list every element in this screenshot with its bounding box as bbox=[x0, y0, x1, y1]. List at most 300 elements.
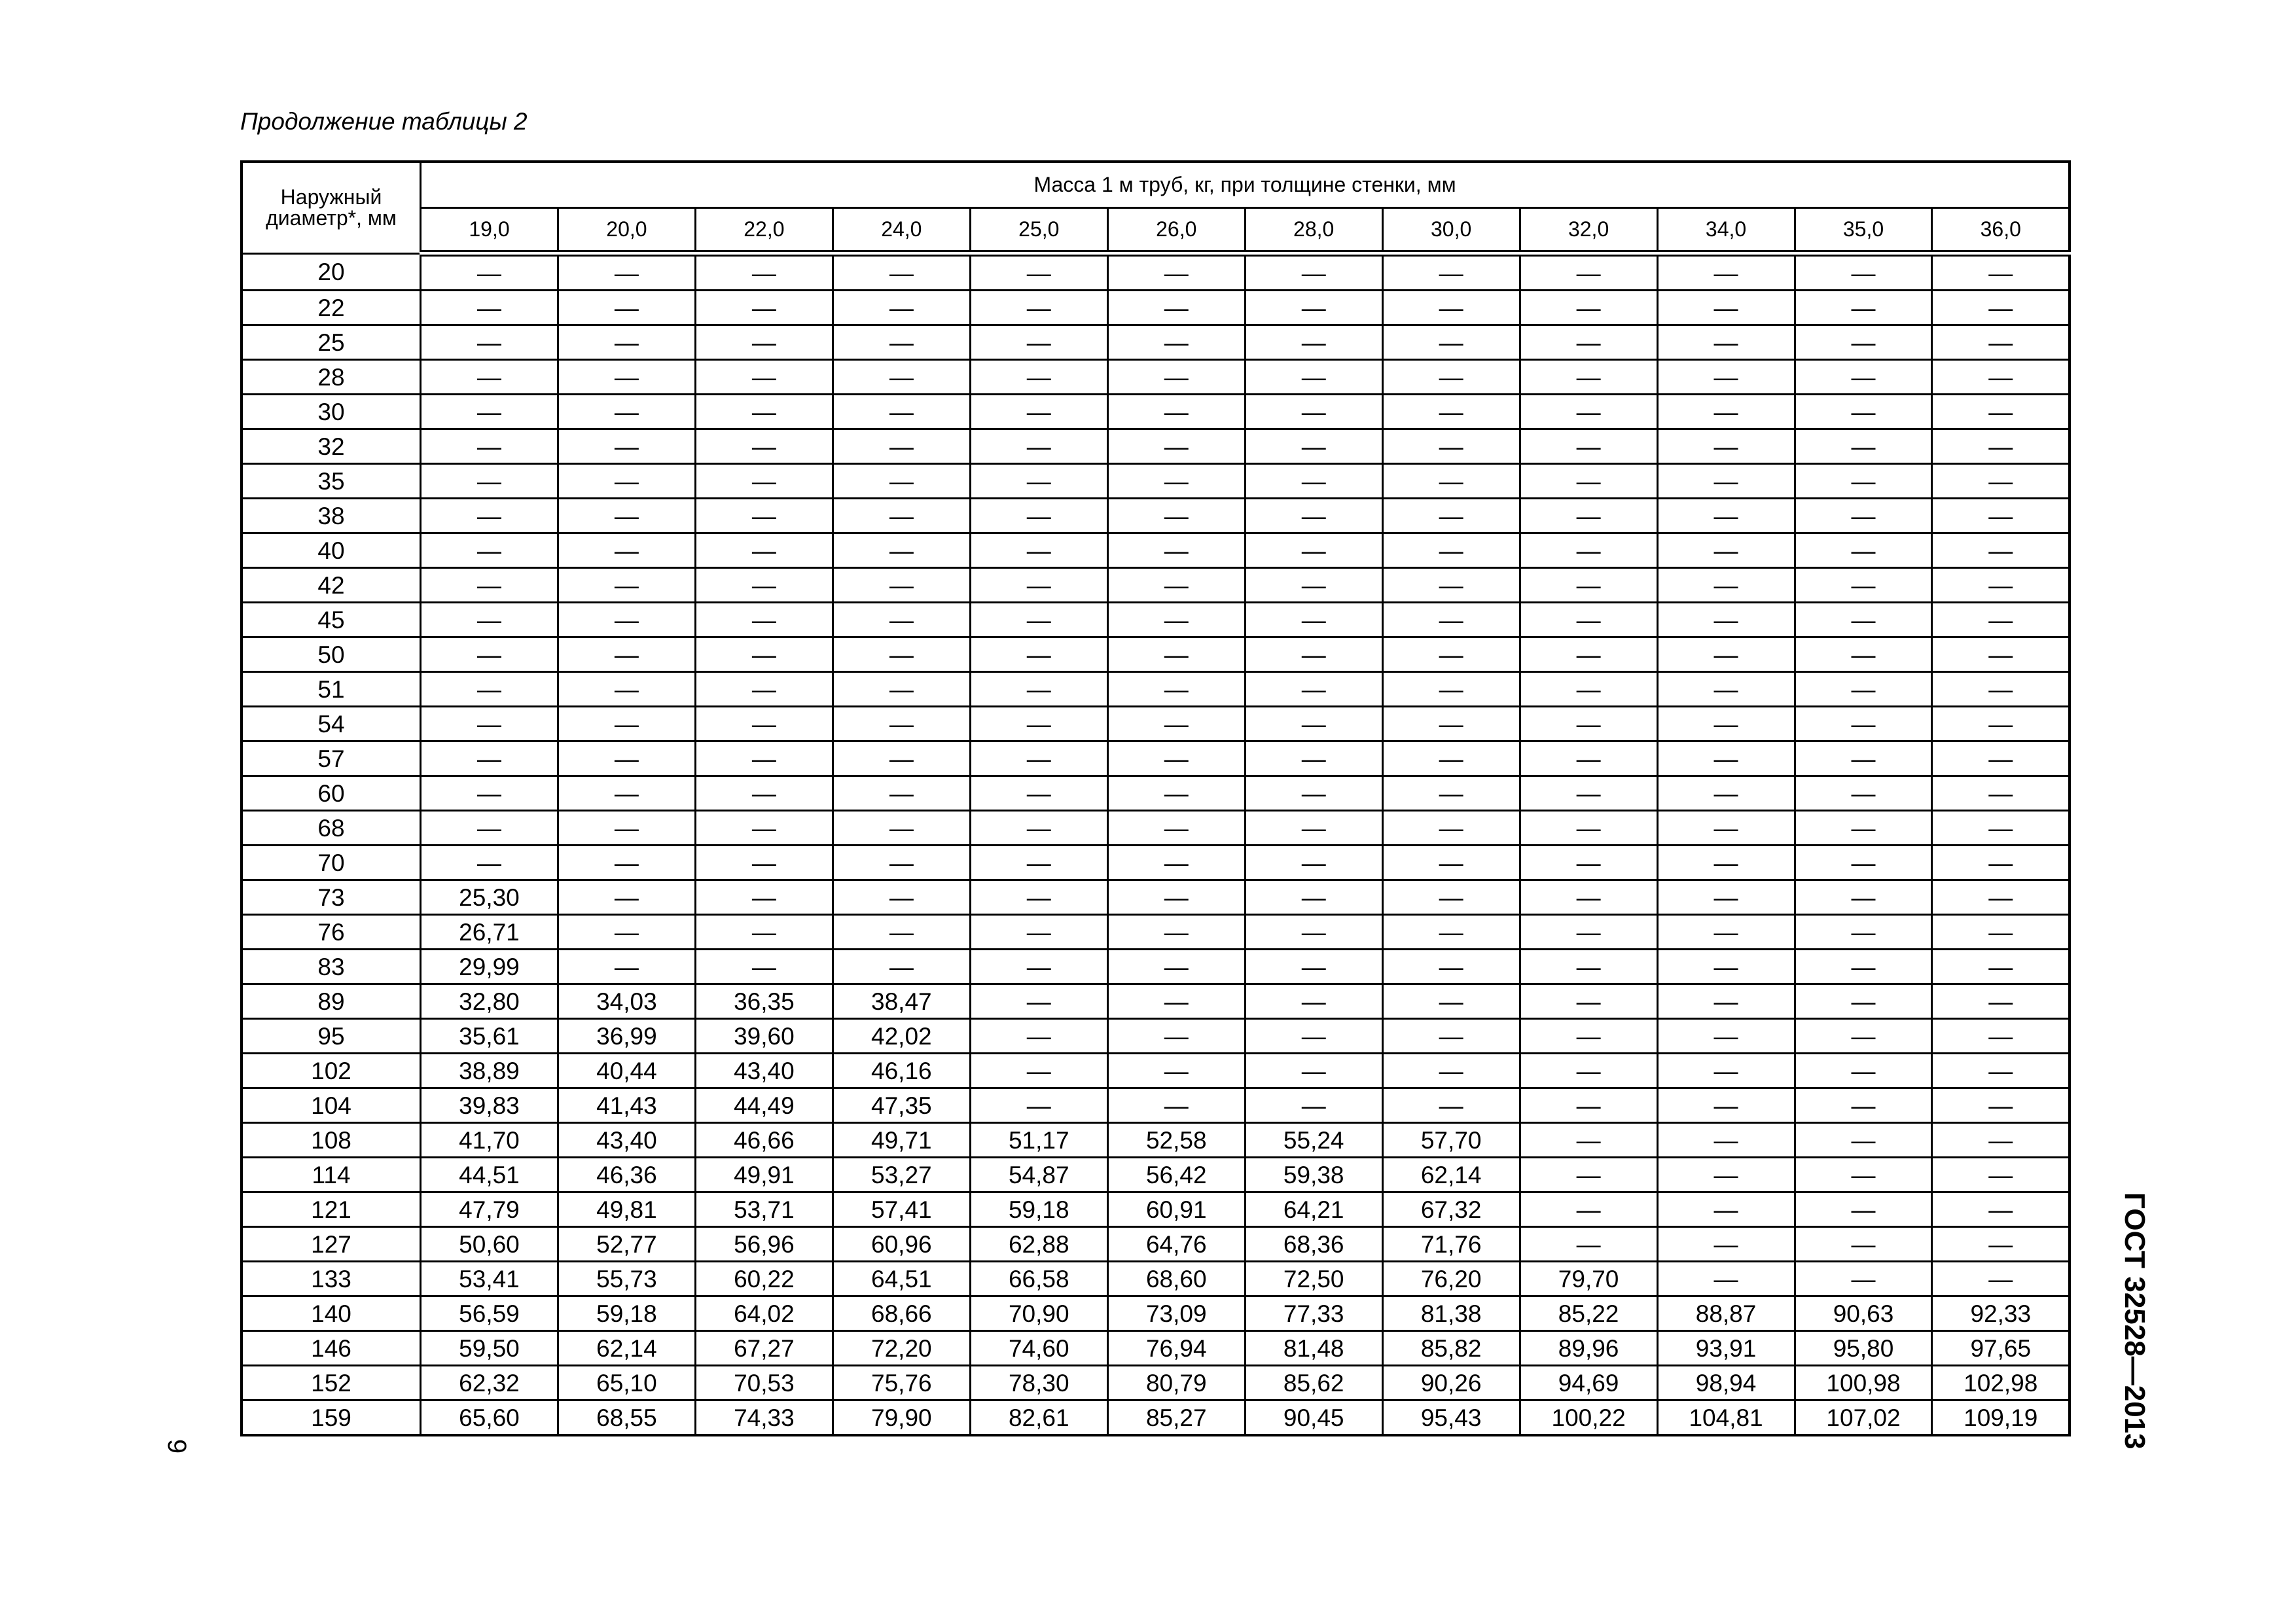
diameter-cell: 60 bbox=[242, 776, 421, 811]
mass-cell: — bbox=[970, 360, 1107, 395]
mass-cell: — bbox=[1657, 1262, 1795, 1296]
mass-cell: 36,99 bbox=[558, 1019, 695, 1054]
mass-cell: 64,51 bbox=[833, 1262, 970, 1296]
mass-cell: — bbox=[558, 707, 695, 741]
mass-cell: — bbox=[1657, 915, 1795, 950]
table-row bbox=[242, 1400, 2070, 1436]
diameter-cell: 22 bbox=[242, 291, 421, 325]
mass-cell: — bbox=[1107, 741, 1245, 776]
mass-cell: — bbox=[1795, 464, 1932, 499]
mass-cell: — bbox=[421, 499, 558, 533]
mass-cell: — bbox=[833, 360, 970, 395]
mass-cell: — bbox=[1932, 776, 2070, 811]
diameter-cell: 57 bbox=[242, 741, 421, 776]
mass-cell: — bbox=[1520, 464, 1657, 499]
mass-cell: — bbox=[1657, 811, 1795, 846]
mass-cell: — bbox=[970, 915, 1107, 950]
diameter-cell: 133 bbox=[242, 1262, 421, 1296]
table-row bbox=[242, 1054, 2070, 1088]
mass-cell: — bbox=[1795, 395, 1932, 429]
mass-cell: — bbox=[695, 915, 833, 950]
mass-cell: 67,32 bbox=[1382, 1192, 1520, 1227]
diameter-cell: 54 bbox=[242, 707, 421, 741]
mass-cell: — bbox=[1245, 776, 1382, 811]
mass-cell: — bbox=[1107, 672, 1245, 707]
mass-cell: 62,88 bbox=[970, 1227, 1107, 1262]
mass-cell: — bbox=[1382, 846, 1520, 880]
mass-cell: — bbox=[833, 880, 970, 915]
mass-cell: 97,65 bbox=[1932, 1331, 2070, 1366]
mass-cell: 74,33 bbox=[695, 1400, 833, 1436]
mass-cell: — bbox=[1245, 603, 1382, 637]
mass-cell: — bbox=[1520, 568, 1657, 603]
diameter-cell: 159 bbox=[242, 1400, 421, 1436]
mass-cell: — bbox=[1795, 533, 1932, 568]
mass-cell: — bbox=[1795, 741, 1932, 776]
table-row bbox=[242, 672, 2070, 707]
mass-cell: 59,38 bbox=[1245, 1158, 1382, 1192]
mass-cell: 52,58 bbox=[1107, 1123, 1245, 1158]
mass-cell: — bbox=[1107, 984, 1245, 1019]
mass-cell: — bbox=[1657, 1227, 1795, 1262]
diameter-cell: 76 bbox=[242, 915, 421, 950]
mass-cell: — bbox=[558, 915, 695, 950]
mass-cell: 100,22 bbox=[1520, 1400, 1657, 1436]
mass-cell: — bbox=[1657, 950, 1795, 984]
mass-cell: 49,81 bbox=[558, 1192, 695, 1227]
mass-cell: 79,70 bbox=[1520, 1262, 1657, 1296]
mass-cell: — bbox=[1520, 253, 1657, 291]
mass-cell: — bbox=[833, 395, 970, 429]
mass-cell: — bbox=[1795, 1227, 1932, 1262]
mass-cell: — bbox=[1657, 429, 1795, 464]
mass-cell: — bbox=[1107, 846, 1245, 880]
mass-cell: 78,30 bbox=[970, 1366, 1107, 1400]
mass-cell: — bbox=[1382, 429, 1520, 464]
mass-cell: — bbox=[1932, 637, 2070, 672]
diameter-cell: 35 bbox=[242, 464, 421, 499]
mass-cell: — bbox=[1520, 811, 1657, 846]
mass-cell: — bbox=[833, 499, 970, 533]
mass-cell: 39,60 bbox=[695, 1019, 833, 1054]
mass-cell: — bbox=[1932, 741, 2070, 776]
standard-label: ГОСТ 32528—2013 bbox=[2119, 1192, 2151, 1450]
mass-cell: — bbox=[1107, 499, 1245, 533]
mass-cell: 85,82 bbox=[1382, 1331, 1520, 1366]
mass-cell: — bbox=[421, 395, 558, 429]
mass-cell: — bbox=[1657, 253, 1795, 291]
table-row bbox=[242, 707, 2070, 741]
mass-cell: — bbox=[1657, 741, 1795, 776]
mass-cell: — bbox=[833, 325, 970, 360]
mass-cell: — bbox=[558, 533, 695, 568]
diameter-cell: 45 bbox=[242, 603, 421, 637]
diameter-cell: 83 bbox=[242, 950, 421, 984]
mass-cell: — bbox=[1795, 568, 1932, 603]
table-row bbox=[242, 1331, 2070, 1366]
diameter-cell: 25 bbox=[242, 325, 421, 360]
mass-cell: — bbox=[1932, 1227, 2070, 1262]
mass-cell: — bbox=[1382, 637, 1520, 672]
mass-cell: — bbox=[1932, 950, 2070, 984]
mass-cell: — bbox=[695, 811, 833, 846]
mass-cell: — bbox=[1520, 707, 1657, 741]
mass-cell: 64,76 bbox=[1107, 1227, 1245, 1262]
mass-cell: 88,87 bbox=[1657, 1296, 1795, 1331]
mass-cell: — bbox=[558, 741, 695, 776]
mass-cell: — bbox=[1107, 360, 1245, 395]
diameter-cell: 51 bbox=[242, 672, 421, 707]
page-number: 9 bbox=[162, 1438, 191, 1454]
diameter-cell: 30 bbox=[242, 395, 421, 429]
mass-cell: — bbox=[1382, 253, 1520, 291]
mass-cell: 77,33 bbox=[1245, 1296, 1382, 1331]
mass-cell: — bbox=[970, 880, 1107, 915]
mass-cell: 72,50 bbox=[1245, 1262, 1382, 1296]
mass-cell: 82,61 bbox=[970, 1400, 1107, 1436]
mass-cell: 81,38 bbox=[1382, 1296, 1520, 1331]
diameter-cell: 121 bbox=[242, 1192, 421, 1227]
mass-cell: — bbox=[1795, 776, 1932, 811]
mass-cell: — bbox=[1245, 533, 1382, 568]
mass-cell: 55,24 bbox=[1245, 1123, 1382, 1158]
mass-cell: — bbox=[558, 360, 695, 395]
mass-cell: — bbox=[1932, 672, 2070, 707]
mass-cell: 49,91 bbox=[695, 1158, 833, 1192]
mass-cell: 60,91 bbox=[1107, 1192, 1245, 1227]
mass-cell: — bbox=[1795, 880, 1932, 915]
mass-cell: — bbox=[970, 637, 1107, 672]
mass-cell: — bbox=[1520, 1123, 1657, 1158]
mass-cell: 43,40 bbox=[558, 1123, 695, 1158]
mass-cell: — bbox=[1932, 568, 2070, 603]
mass-cell: 46,66 bbox=[695, 1123, 833, 1158]
mass-cell: — bbox=[695, 291, 833, 325]
mass-cell: — bbox=[421, 464, 558, 499]
mass-cell: — bbox=[1520, 915, 1657, 950]
table-row bbox=[242, 291, 2070, 325]
mass-cell: 56,59 bbox=[421, 1296, 558, 1331]
mass-cell: 90,45 bbox=[1245, 1400, 1382, 1436]
mass-cell: 59,18 bbox=[970, 1192, 1107, 1227]
mass-cell: — bbox=[970, 429, 1107, 464]
mass-cell: 73,09 bbox=[1107, 1296, 1245, 1331]
mass-cell: 52,77 bbox=[558, 1227, 695, 1262]
mass-cell: — bbox=[421, 533, 558, 568]
mass-cell: 42,02 bbox=[833, 1019, 970, 1054]
mass-cell: — bbox=[833, 429, 970, 464]
mass-cell: — bbox=[1382, 776, 1520, 811]
mass-cell: — bbox=[558, 325, 695, 360]
mass-cell: — bbox=[1382, 360, 1520, 395]
mass-cell: — bbox=[1520, 360, 1657, 395]
mass-cell: — bbox=[970, 984, 1107, 1019]
mass-cell: — bbox=[970, 811, 1107, 846]
mass-cell: — bbox=[1382, 603, 1520, 637]
mass-cell: 44,51 bbox=[421, 1158, 558, 1192]
mass-cell: 26,71 bbox=[421, 915, 558, 950]
mass-cell: 79,90 bbox=[833, 1400, 970, 1436]
mass-cell: 29,99 bbox=[421, 950, 558, 984]
mass-cell: — bbox=[970, 776, 1107, 811]
mass-cell: — bbox=[970, 291, 1107, 325]
mass-cell: — bbox=[1245, 880, 1382, 915]
diameter-cell: 42 bbox=[242, 568, 421, 603]
mass-cell: — bbox=[1107, 464, 1245, 499]
mass-cell: 90,26 bbox=[1382, 1366, 1520, 1400]
mass-cell: — bbox=[1245, 464, 1382, 499]
mass-cell: — bbox=[970, 533, 1107, 568]
mass-cell: 57,70 bbox=[1382, 1123, 1520, 1158]
mass-cell: — bbox=[1520, 741, 1657, 776]
mass-cell: — bbox=[558, 672, 695, 707]
mass-cell: — bbox=[1657, 568, 1795, 603]
mass-cell: — bbox=[1657, 464, 1795, 499]
mass-cell: 39,83 bbox=[421, 1088, 558, 1123]
thickness-header-cell: 25,0 bbox=[970, 207, 1107, 253]
mass-cell: 53,41 bbox=[421, 1262, 558, 1296]
mass-cell: — bbox=[1107, 429, 1245, 464]
mass-cell: — bbox=[1107, 533, 1245, 568]
mass-cell: — bbox=[421, 846, 558, 880]
mass-cell: — bbox=[1107, 637, 1245, 672]
thickness-header-row bbox=[242, 207, 2070, 253]
mass-cell: — bbox=[1382, 984, 1520, 1019]
mass-cell: — bbox=[1657, 1054, 1795, 1088]
table-row bbox=[242, 984, 2070, 1019]
mass-cell: — bbox=[1107, 880, 1245, 915]
mass-cell: — bbox=[970, 950, 1107, 984]
mass-cell: — bbox=[558, 950, 695, 984]
diameter-cell: 68 bbox=[242, 811, 421, 846]
mass-cell: — bbox=[1245, 984, 1382, 1019]
mass-cell: — bbox=[1382, 533, 1520, 568]
mass-cell: — bbox=[970, 1019, 1107, 1054]
mass-cell: — bbox=[833, 603, 970, 637]
mass-cell: — bbox=[1657, 1192, 1795, 1227]
mass-cell: 89,96 bbox=[1520, 1331, 1657, 1366]
mass-cell: — bbox=[695, 603, 833, 637]
diameter-cell: 152 bbox=[242, 1366, 421, 1400]
mass-cell: — bbox=[695, 395, 833, 429]
mass-cell: 38,89 bbox=[421, 1054, 558, 1088]
mass-cell: 43,40 bbox=[695, 1054, 833, 1088]
mass-cell: — bbox=[1520, 1019, 1657, 1054]
mass-cell: — bbox=[1245, 325, 1382, 360]
mass-cell: — bbox=[1657, 360, 1795, 395]
table-row bbox=[242, 1366, 2070, 1400]
mass-cell: — bbox=[1795, 1123, 1932, 1158]
mass-cell: — bbox=[1520, 533, 1657, 568]
mass-cell: — bbox=[1382, 325, 1520, 360]
table-row bbox=[242, 811, 2070, 846]
mass-cell: — bbox=[695, 499, 833, 533]
mass-cell: 68,60 bbox=[1107, 1262, 1245, 1296]
mass-cell: 62,14 bbox=[1382, 1158, 1520, 1192]
mass-cell: — bbox=[1245, 429, 1382, 464]
mass-cell: — bbox=[1795, 915, 1932, 950]
mass-cell: — bbox=[1245, 568, 1382, 603]
mass-cell: 74,60 bbox=[970, 1331, 1107, 1366]
mass-cell: — bbox=[1657, 1123, 1795, 1158]
mass-cell: — bbox=[1932, 1192, 2070, 1227]
mass-cell: 59,18 bbox=[558, 1296, 695, 1331]
table-row bbox=[242, 360, 2070, 395]
mass-cell: — bbox=[695, 360, 833, 395]
mass-cell: — bbox=[558, 776, 695, 811]
mass-cell: — bbox=[1245, 1019, 1382, 1054]
diameter-cell: 20 bbox=[242, 253, 421, 291]
mass-cell: — bbox=[1657, 603, 1795, 637]
mass-cell: — bbox=[1520, 846, 1657, 880]
mass-cell: — bbox=[833, 950, 970, 984]
mass-cell: — bbox=[421, 707, 558, 741]
mass-cell: — bbox=[1520, 776, 1657, 811]
mass-cell: — bbox=[1382, 291, 1520, 325]
mass-cell: 80,79 bbox=[1107, 1366, 1245, 1400]
diameter-cell: 127 bbox=[242, 1227, 421, 1262]
mass-cell: — bbox=[1657, 637, 1795, 672]
diameter-cell: 89 bbox=[242, 984, 421, 1019]
mass-cell: — bbox=[1382, 950, 1520, 984]
mass-cell: — bbox=[1107, 291, 1245, 325]
mass-cell: — bbox=[1932, 1088, 2070, 1123]
table-row bbox=[242, 464, 2070, 499]
mass-cell: — bbox=[421, 603, 558, 637]
thickness-header-cell: 34,0 bbox=[1657, 207, 1795, 253]
mass-cell: — bbox=[1657, 846, 1795, 880]
mass-cell: — bbox=[695, 568, 833, 603]
mass-cell: 93,91 bbox=[1657, 1331, 1795, 1366]
mass-cell: — bbox=[1795, 253, 1932, 291]
mass-cell: — bbox=[1795, 846, 1932, 880]
mass-cell: — bbox=[558, 568, 695, 603]
mass-cell: 95,80 bbox=[1795, 1331, 1932, 1366]
mass-cell: — bbox=[1382, 1054, 1520, 1088]
mass-cell: 98,94 bbox=[1657, 1366, 1795, 1400]
mass-cell: 49,71 bbox=[833, 1123, 970, 1158]
mass-cell: — bbox=[421, 741, 558, 776]
mass-cell: — bbox=[695, 533, 833, 568]
mass-cell: 25,30 bbox=[421, 880, 558, 915]
mass-cell: — bbox=[1657, 707, 1795, 741]
mass-cell: — bbox=[1107, 950, 1245, 984]
mass-cell: — bbox=[1107, 1054, 1245, 1088]
mass-cell: 75,76 bbox=[833, 1366, 970, 1400]
mass-cell: 76,20 bbox=[1382, 1262, 1520, 1296]
mass-cell: 62,32 bbox=[421, 1366, 558, 1400]
mass-cell: — bbox=[1107, 811, 1245, 846]
mass-cell: — bbox=[695, 325, 833, 360]
mass-cell: — bbox=[695, 429, 833, 464]
mass-cell: 59,50 bbox=[421, 1331, 558, 1366]
mass-cell: — bbox=[1657, 984, 1795, 1019]
mass-cell: — bbox=[558, 253, 695, 291]
diameter-header: Наружный диаметр*, мм bbox=[242, 162, 421, 253]
thickness-header-cell: 28,0 bbox=[1245, 207, 1382, 253]
mass-cell: — bbox=[833, 707, 970, 741]
mass-cell: 51,17 bbox=[970, 1123, 1107, 1158]
table-row bbox=[242, 253, 2070, 291]
mass-cell: — bbox=[1107, 1019, 1245, 1054]
mass-cell: 85,27 bbox=[1107, 1400, 1245, 1436]
mass-cell: 95,43 bbox=[1382, 1400, 1520, 1436]
mass-cell: — bbox=[1932, 1019, 2070, 1054]
mass-cell: 67,27 bbox=[695, 1331, 833, 1366]
table-row bbox=[242, 637, 2070, 672]
mass-cell: — bbox=[1520, 1227, 1657, 1262]
mass-cell: — bbox=[1932, 1123, 2070, 1158]
mass-cell: — bbox=[1245, 846, 1382, 880]
table-row bbox=[242, 1158, 2070, 1192]
mass-cell: 81,48 bbox=[1245, 1331, 1382, 1366]
mass-cell: — bbox=[1932, 395, 2070, 429]
mass-cell: — bbox=[421, 429, 558, 464]
table-row bbox=[242, 915, 2070, 950]
table-row bbox=[242, 499, 2070, 533]
mass-cell: — bbox=[1107, 568, 1245, 603]
thickness-header-cell: 35,0 bbox=[1795, 207, 1932, 253]
diameter-cell: 104 bbox=[242, 1088, 421, 1123]
mass-cell: — bbox=[1520, 880, 1657, 915]
table-row bbox=[242, 776, 2070, 811]
table-row bbox=[242, 603, 2070, 637]
mass-cell: — bbox=[558, 291, 695, 325]
mass-cell: — bbox=[1245, 707, 1382, 741]
mass-cell: 55,73 bbox=[558, 1262, 695, 1296]
mass-cell: — bbox=[1795, 360, 1932, 395]
mass-cell: — bbox=[1382, 915, 1520, 950]
mass-cell: — bbox=[695, 950, 833, 984]
diameter-cell: 28 bbox=[242, 360, 421, 395]
thickness-header-cell: 22,0 bbox=[695, 207, 833, 253]
mass-cell: — bbox=[1520, 325, 1657, 360]
mass-cell: — bbox=[970, 672, 1107, 707]
table-row bbox=[242, 568, 2070, 603]
diameter-cell: 114 bbox=[242, 1158, 421, 1192]
diameter-cell: 32 bbox=[242, 429, 421, 464]
mass-cell: — bbox=[1382, 880, 1520, 915]
mass-cell: 100,98 bbox=[1795, 1366, 1932, 1400]
mass-cell: 56,96 bbox=[695, 1227, 833, 1262]
mass-cell: — bbox=[421, 325, 558, 360]
mass-cell: — bbox=[558, 811, 695, 846]
mass-cell: — bbox=[1382, 811, 1520, 846]
mass-cell: 53,71 bbox=[695, 1192, 833, 1227]
mass-cell: — bbox=[421, 776, 558, 811]
mass-cell: 92,33 bbox=[1932, 1296, 2070, 1331]
mass-cell: 41,43 bbox=[558, 1088, 695, 1123]
mass-cell: — bbox=[1657, 776, 1795, 811]
mass-cell: — bbox=[1107, 707, 1245, 741]
table-row bbox=[242, 395, 2070, 429]
mass-cell: 71,76 bbox=[1382, 1227, 1520, 1262]
table-row bbox=[242, 880, 2070, 915]
table-header bbox=[242, 162, 2070, 253]
mass-cell: — bbox=[1795, 325, 1932, 360]
mass-cell: — bbox=[1520, 1088, 1657, 1123]
thickness-header-cell: 36,0 bbox=[1932, 207, 2070, 253]
mass-cell: — bbox=[1520, 1192, 1657, 1227]
mass-cell: — bbox=[558, 637, 695, 672]
mass-cell: — bbox=[1932, 325, 2070, 360]
mass-cell: — bbox=[1520, 429, 1657, 464]
mass-cell: — bbox=[1932, 253, 2070, 291]
diameter-cell: 70 bbox=[242, 846, 421, 880]
mass-cell: — bbox=[1520, 1054, 1657, 1088]
mass-cell: — bbox=[558, 499, 695, 533]
mass-cell: — bbox=[421, 568, 558, 603]
